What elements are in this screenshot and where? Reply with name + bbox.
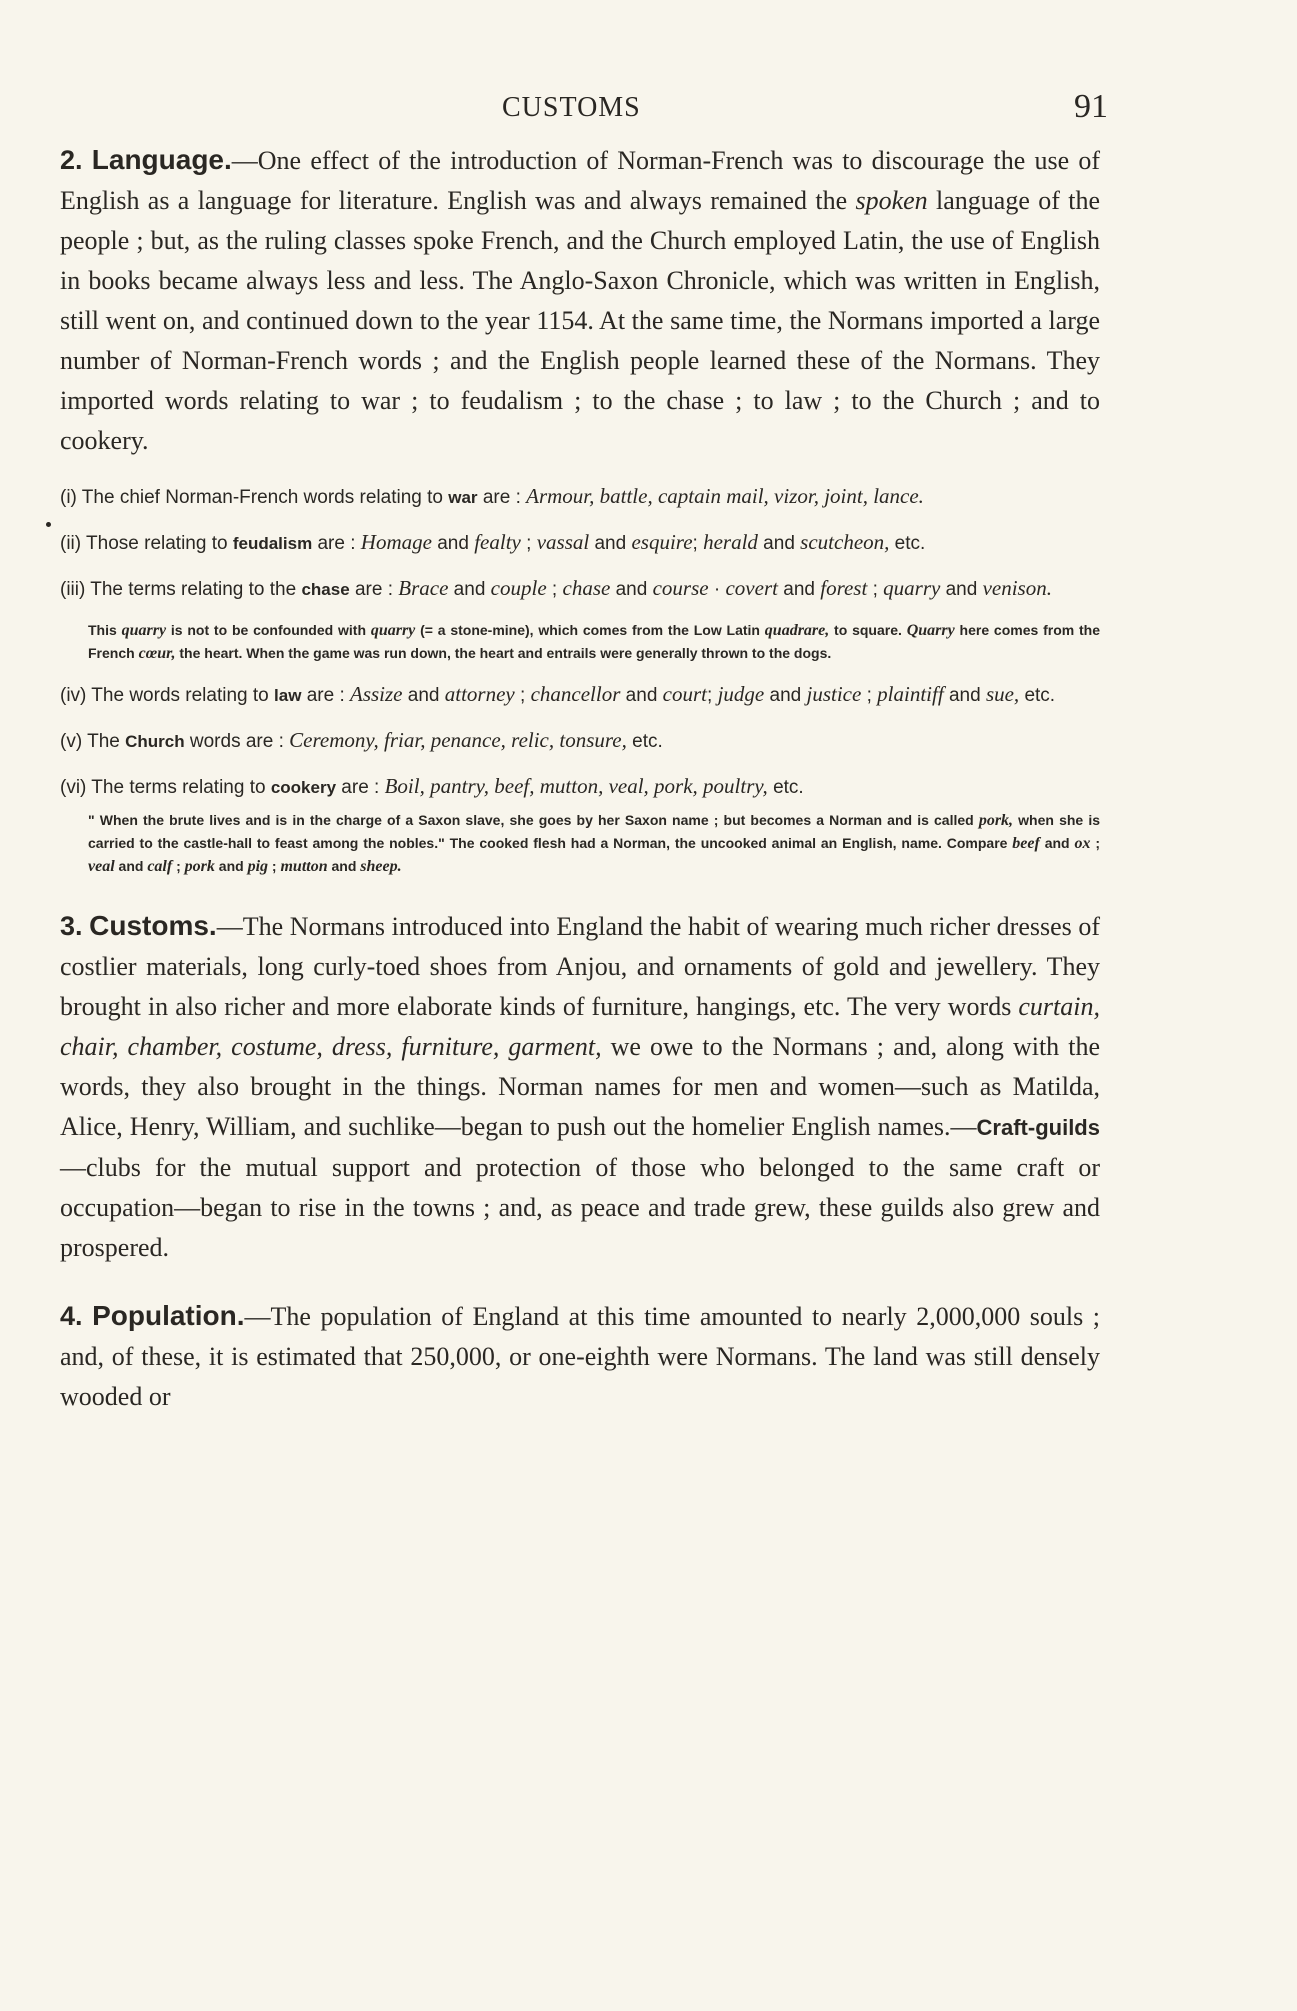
note-law: (iv) The words relating to law are : Assize and attorney ; chancellor and court; judge and justice ; plaintiff and sue, etc. [60,682,1056,706]
page-number: 91 [1074,88,1108,125]
note-chase: (iii) The terms relating to the chase are : Brace and couple ; chase and course · covert and forest ; quarry and venison. [60,576,1052,600]
section-customs-paragraph: 3. Customs.—The Normans introduced into England the habit of wearing much richer dresses of costlier materials, long curly-toed shoes from Anjou, and ornaments of gold and jewellery. They brought in also richer and more elaborate kinds of furniture, hangings, etc. The very words curtain, chair, chamber, costume, dress, furniture, garment, we owe to the Normans ; and, along with the words, they also brought in the things. Norman names for men and women—such as Matilda, Alice, Henry, William, and suchlike—began to push out the homelier English names.—Craft-guilds—clubs for the mutual support and protection of those who belonged to the same craft or occupation—began to rise in the towns ; and, as peace and trade grew, these guilds also grew and prospered. [60,910,1100,1262]
subnote-cookery: " When the brute lives and is in the charge of a Saxon slave, she goes by her Saxon name ; but becomes a Norman and is called pork, when she is carried to the castle-hall to feast among the nobles." The cooked flesh had a Norman, the uncooked animal an English, name. Compare beef and ox ; veal and calf ; pork and pig ; mutton and sheep. [88,812,1101,875]
section-population-paragraph: 4. Population.—The population of England at this time amounted to nearly 2,000,000 souls ; and, of these, it is estimated that 250,000, or one-eighth were Normans. The land was still densely wooded or [60,1300,1101,1411]
section-heading: Population. [92,1300,245,1331]
section-number: 3. [60,911,83,941]
section-heading: Customs. [89,910,217,941]
italic-term: spoken [855,186,928,215]
book-page [60,80,1108,1417]
running-head: CUSTOMS [502,92,641,123]
section-heading: Language. [91,144,232,175]
paragraph-text: —One effect of the introduction of Norman-French was to discourage the use of English as a language for literature. English was and always remained the [60,146,1101,215]
note-church: (v) The Church words are : Ceremony, friar, penance, relic, tonsure, etc. [60,728,663,752]
section-language-paragraph [60,140,1100,461]
note-war: (i) The chief Norman-French words relating to war are : Armour, battle, captain mail, vizor, joint, lance. [60,484,924,508]
section-number: 2. [60,145,83,175]
note-cookery: (vi) The terms relating to cookery are : Boil, pantry, beef, mutton, veal, pork, poultry, etc. [60,774,804,798]
paragraph-text: language of the people ; but, as the ruling classes spoke French, and the Church employed Latin, the use of English in books became always less and less. The Anglo-Saxon Chronicle, which was written in English, still went on, and continued down to the year 1154. At the same time, the Normans imported a large number of Norman-French words ; and the English people learned these of the Normans. They imported words relating to war ; to feudalism ; to the chase ; to law ; to the Church ; and to cookery. [60,186,1101,455]
page-header [60,80,1108,140]
note-feudalism: (ii) Those relating to feudalism are : Homage and fealty ; vassal and esquire; herald and scutcheon, etc. [60,530,926,554]
subnote-quarry: This quarry is not to be confounded with quarry (= a stone-mine), which comes from the Low Latin quadrare, to square. Quarry here comes from the French cœur, the heart. When the game was run down, the heart and entrails were generally thrown to the dogs. [88,622,1101,662]
section-number: 4. [60,1301,83,1331]
margin-dot [46,522,51,527]
